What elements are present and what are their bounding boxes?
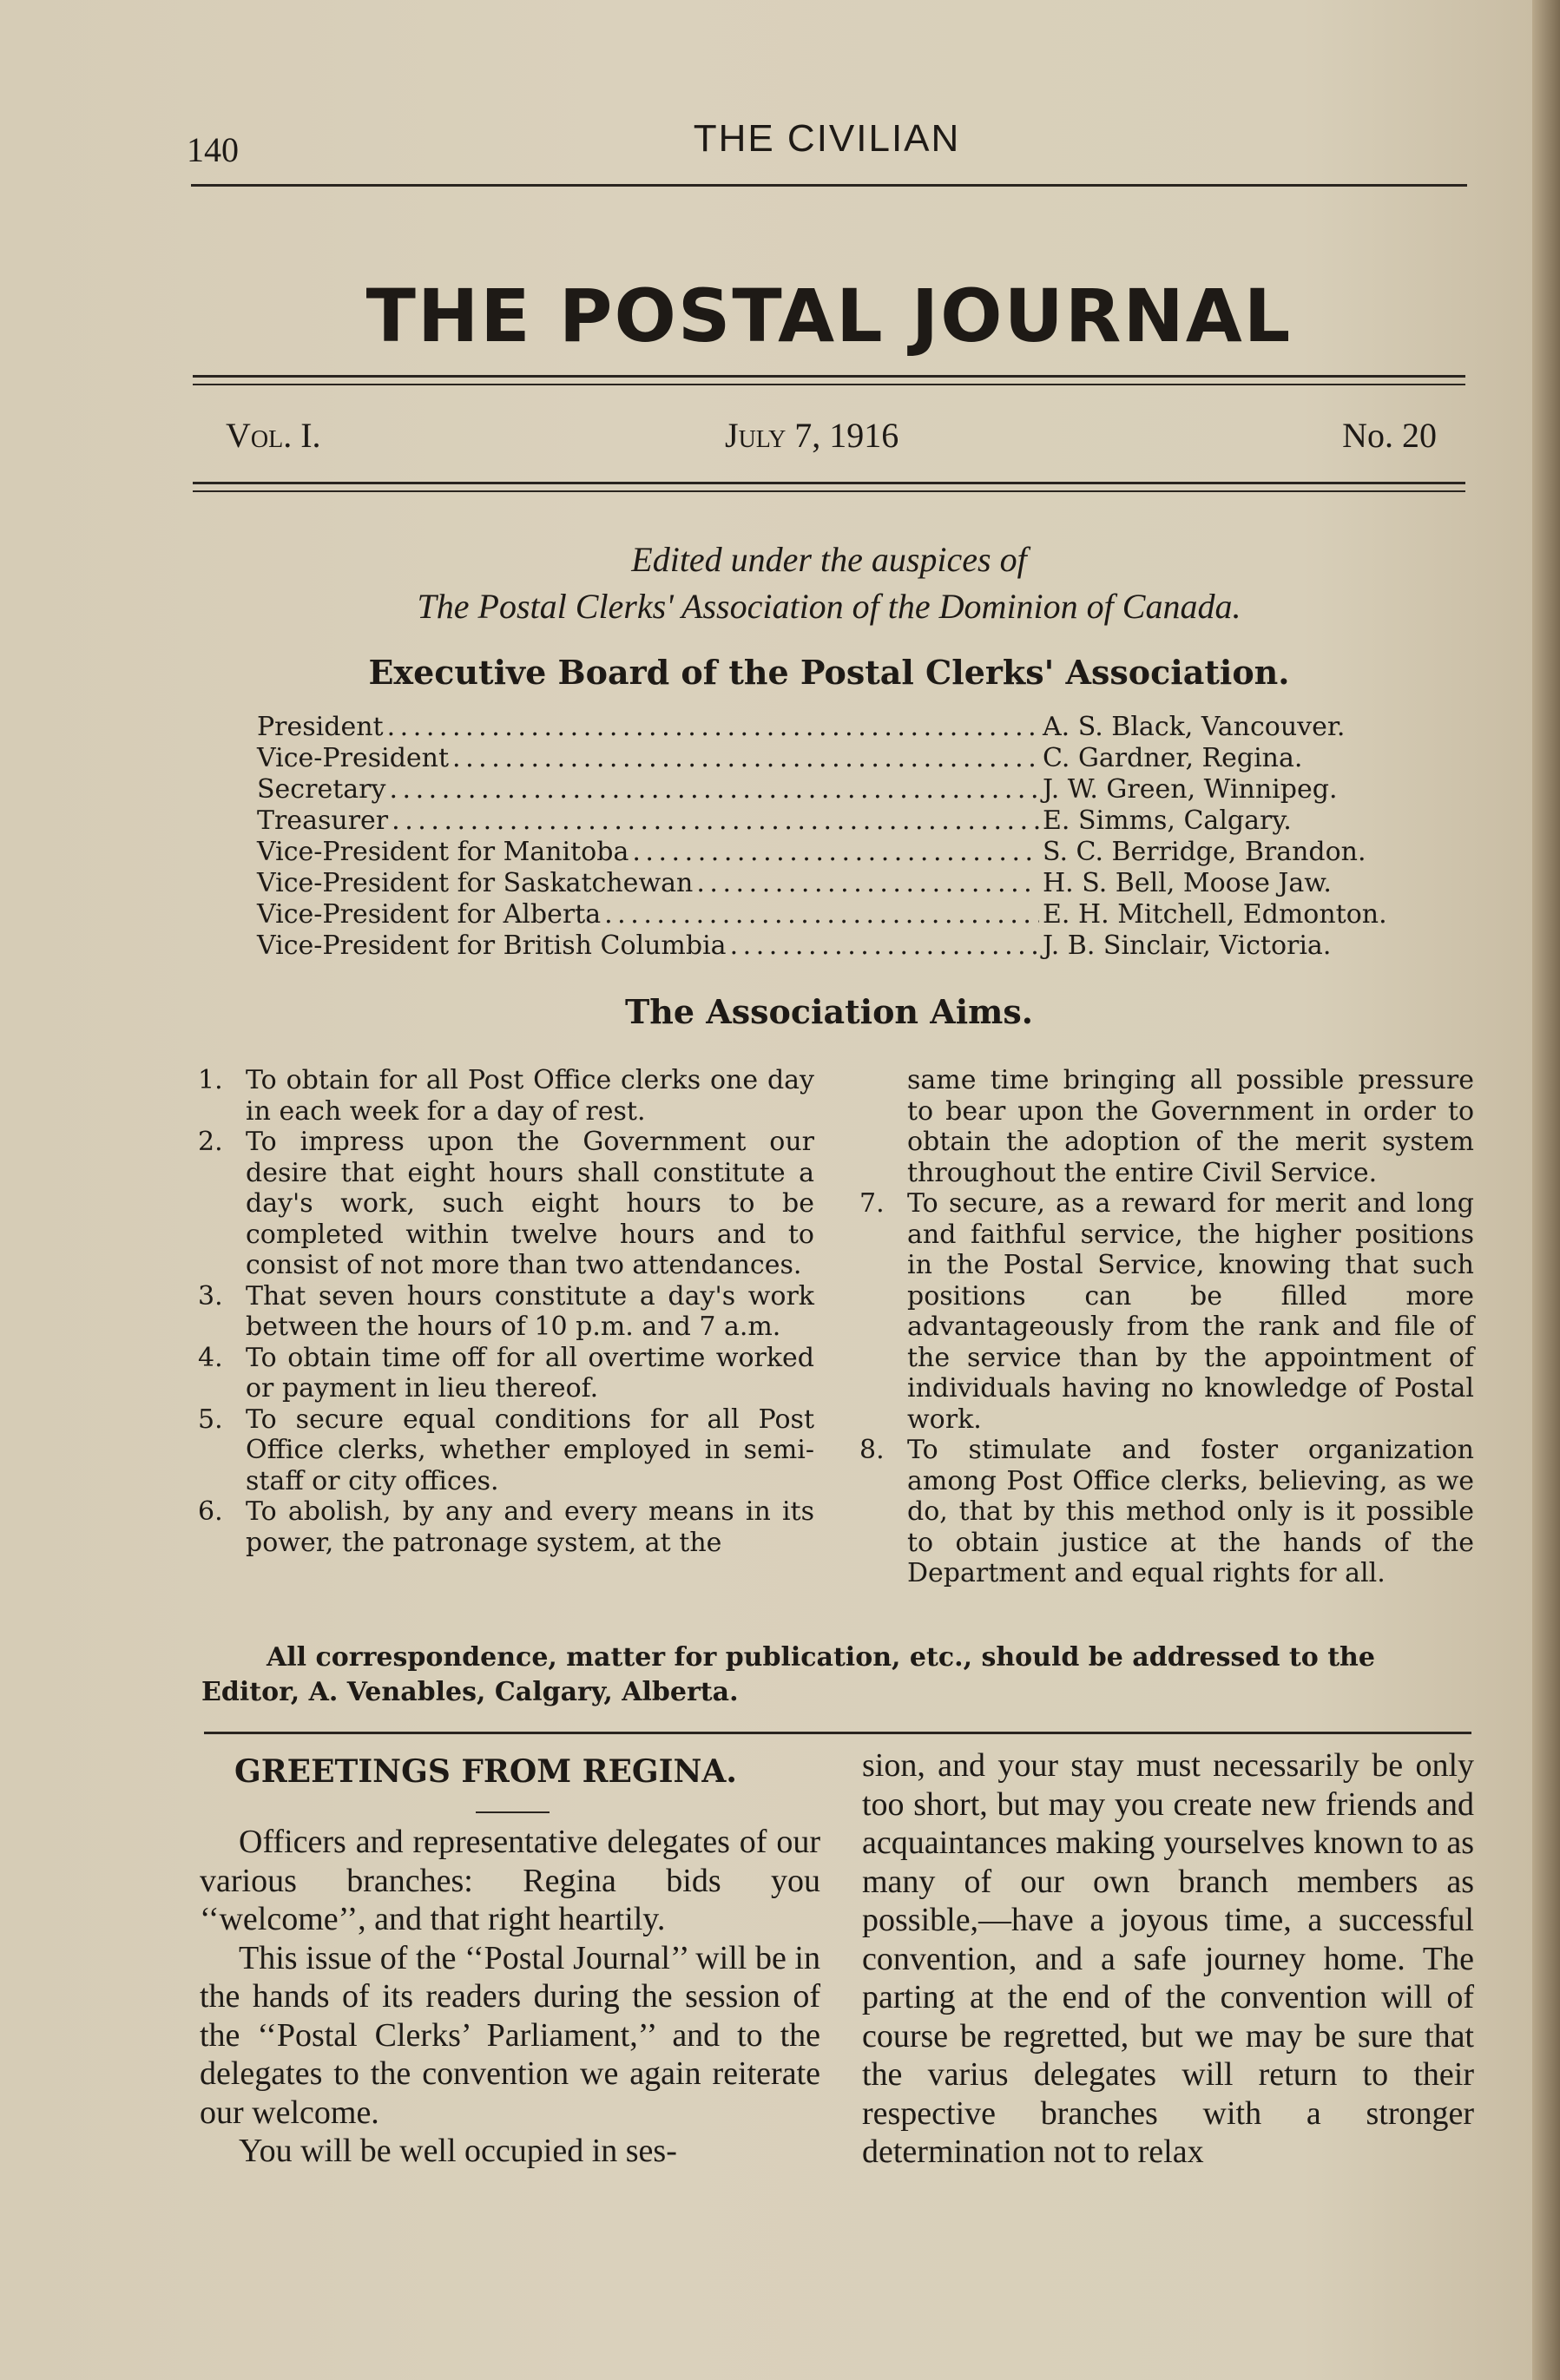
- article-heading: GREETINGS FROM REGINA.: [234, 1753, 737, 1790]
- section-rule: [204, 1732, 1471, 1734]
- aim-text: That seven hours constitute a day's work between the hours of 10 p.m. and 7 a.m.: [246, 1280, 814, 1342]
- aim-item: [198, 1281, 814, 1343]
- aim-number: 8.: [859, 1435, 885, 1465]
- officer-name: J. W. Green, Winnipeg.: [1043, 774, 1338, 805]
- issue-date: July 7, 1916: [725, 416, 899, 455]
- masthead-rule-bottom-1: [193, 482, 1465, 484]
- aim-number: 6.: [198, 1496, 223, 1527]
- aims-title: The Association Aims.: [624, 992, 1034, 1031]
- officer-role: President: [257, 712, 384, 742]
- dot-leader: [604, 899, 1039, 930]
- masthead-rule-bottom-2: [193, 490, 1465, 492]
- heading-dash: [476, 1811, 550, 1813]
- dot-leader: [696, 868, 1039, 899]
- aim-text: To obtain for all Post Office clerks one day in each week for a day of rest.: [246, 1065, 814, 1127]
- issue-number: No. 20: [1342, 416, 1437, 455]
- officer-row: [257, 805, 1420, 837]
- officer-role: Vice-President for British Columbia: [257, 930, 727, 961]
- dot-leader: [389, 774, 1039, 805]
- aim-number: 5.: [198, 1404, 223, 1435]
- officer-name: C. Gardner, Regina.: [1043, 743, 1303, 773]
- officer-row: [257, 899, 1420, 930]
- article-continuation: sion, and your stay must necessarily be only too short, but may you create new friends and acquaintances making yourselves known to as many of our own branch members as possible,—have a joyous time, a successful convention, and a safe journey home. The parting at the end of the convention will of course be regretted, but we may be sure that the varius delegates will return to their respective branches with a stronger determination not to relax: [862, 1747, 1474, 2170]
- aim-number: 2.: [198, 1127, 223, 1157]
- dot-leader: [730, 930, 1039, 962]
- article-paragraph: This issue of the ‘‘Postal Journal’’ will be in the hands of its readers during the session of the ‘‘Postal Clerks’ Parliament,’’ and to the delegates to the convention we again reiterate our welcome.: [200, 1939, 820, 2131]
- aim-text: To stimulate and foster organization among Post Office clerks, believing, as we do, that by this method only is it possible to obtain justice at the hands of the Department and equal rights for all.: [907, 1435, 1474, 1588]
- aim-text: To obtain time off for all overtime worked or payment in lieu thereof.: [246, 1342, 814, 1404]
- aim-number: 7.: [859, 1188, 885, 1219]
- page-number: 140: [187, 130, 239, 169]
- officer-name: H. S. Bell, Moose Jaw.: [1043, 868, 1332, 898]
- dot-leader: [392, 805, 1039, 837]
- executive-board-title: Executive Board of the Postal Clerks' Association.: [368, 653, 1290, 692]
- officer-name: J. B. Sinclair, Victoria.: [1043, 930, 1332, 961]
- officer-name: S. C. Berridge, Brandon.: [1043, 837, 1366, 867]
- dot-leader: [452, 743, 1039, 774]
- dot-leader: [387, 712, 1039, 743]
- officer-name: E. H. Mitchell, Edmonton.: [1043, 899, 1387, 930]
- article-left-column: [200, 1823, 820, 2171]
- masthead-rule-top-2: [193, 384, 1465, 385]
- officer-role: Vice-President: [257, 743, 450, 773]
- aim-text: To abolish, by any and every means in its power, the patronage system, at the: [246, 1496, 814, 1558]
- officer-role: Secretary: [257, 774, 386, 805]
- aim-item: [198, 1404, 814, 1497]
- editorial-line-2: The Postal Clerks' Association of the Dominion of Canada.: [417, 587, 1241, 626]
- running-header: [187, 117, 1467, 178]
- aim-item: [859, 1188, 1474, 1435]
- aims-left-column: [198, 1065, 814, 1558]
- officer-list: [257, 712, 1420, 962]
- officer-role: Treasurer: [257, 805, 389, 836]
- officer-name: E. Simms, Calgary.: [1043, 805, 1292, 836]
- book-spine-shadow: [1532, 0, 1560, 2380]
- officer-role: Vice-President for Alberta: [257, 899, 602, 930]
- officer-role: Vice-President for Manitoba: [257, 837, 629, 867]
- aim-text: To secure, as a reward for merit and long and faithful service, the higher positions in the Postal Service, knowing that such positions can be filled more advantageously from the rank and file of the service than by the appointment of individuals having no knowledge of Postal work.: [907, 1188, 1474, 1435]
- aim-text: To secure equal conditions for all Post Office clerks, whether employed in semi-staff or city offices.: [246, 1404, 814, 1496]
- correspondence-note: All correspondence, matter for publication, etc., should be addressed to the Editor, A. Venables, Calgary, Alberta.: [201, 1642, 1375, 1707]
- masthead-title: THE POSTAL JOURNAL: [365, 273, 1293, 358]
- editorial-note: [191, 536, 1467, 630]
- officer-role: Vice-President for Saskatchewan: [257, 868, 694, 898]
- editorial-line-1: Edited under the auspices of: [631, 540, 1027, 579]
- officer-name: A. S. Black, Vancouver.: [1043, 712, 1346, 742]
- aim-item: [859, 1435, 1474, 1589]
- officer-row: [257, 743, 1420, 774]
- running-title: THE CIVILIAN: [693, 117, 961, 160]
- officer-row: [257, 930, 1420, 962]
- aim-continuation: [859, 1065, 1474, 1188]
- volume-label: Vol. I.: [226, 416, 321, 455]
- article-paragraph: You will be well occupied in ses-: [239, 2133, 677, 2169]
- aim-item: [198, 1343, 814, 1404]
- aim-text: To impress upon the Government our desire that eight hours shall constitute a day's work, such eight hours to be completed within twelve hours and to consist of not more than two attendances.: [246, 1127, 814, 1280]
- article-right-column: [862, 1746, 1474, 2172]
- aim-number: 3.: [198, 1280, 223, 1312]
- aim-item: [198, 1496, 814, 1558]
- aim-number: 1.: [198, 1065, 223, 1095]
- volume-row: [226, 415, 1437, 467]
- aim-text: same time bringing all possible pressure to bear upon the Government in order to obtain the adoption of the merit system throughout the entire Civil Service.: [907, 1065, 1474, 1188]
- dot-leader: [632, 837, 1039, 868]
- officer-row: [257, 868, 1420, 899]
- officer-row: [257, 837, 1420, 868]
- header-rule: [191, 184, 1467, 187]
- aim-item: [198, 1065, 814, 1127]
- officer-row: [257, 712, 1420, 743]
- officer-row: [257, 774, 1420, 805]
- aim-number: 4.: [198, 1342, 223, 1373]
- article-paragraph: Officers and representative delegates of our various branches: Regina bids you ‘‘welcome’’, and that right heartily.: [200, 1824, 820, 1937]
- aim-item: [198, 1127, 814, 1281]
- masthead-rule-top-1: [193, 375, 1465, 378]
- aims-right-column: [859, 1065, 1474, 1589]
